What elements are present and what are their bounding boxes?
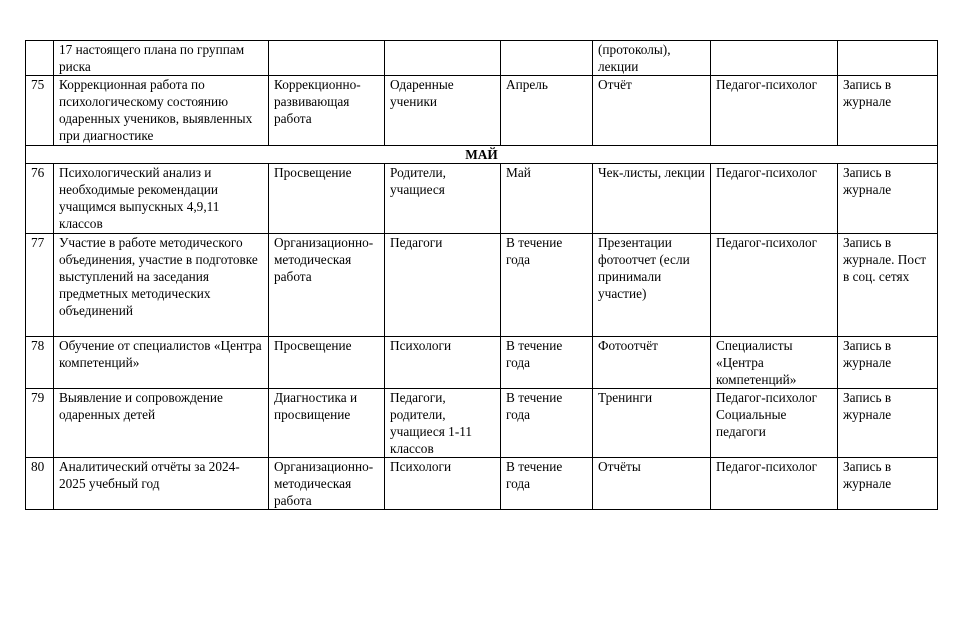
cell-responsible: Специалисты «Центра компетенций»: [711, 337, 838, 389]
cell-num: 80: [26, 458, 54, 510]
cell-form: Тренинги: [593, 389, 711, 458]
cell-task: 17 настоящего плана по группам риска: [54, 41, 269, 76]
cell-term: В течение года: [501, 389, 593, 458]
cell-audience: Психологи: [385, 458, 501, 510]
table-row: [26, 458, 938, 510]
cell-type: Диагностика и просвищение: [269, 389, 385, 458]
cell-report: [838, 41, 938, 76]
cell-responsible: Педагог-психолог: [711, 458, 838, 510]
month-row: [26, 146, 938, 164]
cell-audience: [385, 41, 501, 76]
cell-term: [501, 41, 593, 76]
table-row: [26, 76, 938, 146]
cell-type: Организационно-методическая работа: [269, 458, 385, 510]
cell-report: Запись в журнале: [838, 389, 938, 458]
cell-task: Аналитический отчёты за 2024-2025 учебный год: [54, 458, 269, 510]
cell-report: Запись в журнале: [838, 164, 938, 234]
cell-num: 75: [26, 76, 54, 146]
cell-num: 77: [26, 234, 54, 337]
cell-term: В течение года: [501, 337, 593, 389]
cell-form: (протоколы), лекции: [593, 41, 711, 76]
cell-report: Запись в журнале. Пост в соц. сетях: [838, 234, 938, 337]
cell-type: Просвещение: [269, 164, 385, 234]
cell-audience: Педагоги: [385, 234, 501, 337]
cell-task: Выявление и сопровождение одаренных детей: [54, 389, 269, 458]
cell-num: 78: [26, 337, 54, 389]
cell-task: Участие в работе методического объединения, участие в подготовке выступлений на заседания предметных методических объединений: [54, 234, 269, 337]
cell-task: Психологический анализ и необходимые рекомендации учащимся выпускных 4,9,11 классов: [54, 164, 269, 234]
cell-type: [269, 41, 385, 76]
cell-form: Фотоотчёт: [593, 337, 711, 389]
table-row: [26, 41, 938, 76]
cell-responsible: [711, 41, 838, 76]
cell-responsible: Педагог-психолог: [711, 234, 838, 337]
cell-report: Запись в журнале: [838, 76, 938, 146]
table-row: [26, 234, 938, 337]
cell-responsible: Педагог-психолог: [711, 164, 838, 234]
cell-responsible: Педагог-психолог: [711, 76, 838, 146]
cell-audience: Педагоги, родители, учащиеся 1-11 классов: [385, 389, 501, 458]
table-row: [26, 389, 938, 458]
cell-form: Отчёт: [593, 76, 711, 146]
cell-report: Запись в журнале: [838, 458, 938, 510]
cell-form: Отчёты: [593, 458, 711, 510]
cell-audience: Одаренные ученики: [385, 76, 501, 146]
cell-task: Обучение от специалистов «Центра компетенций»: [54, 337, 269, 389]
cell-term: В течение года: [501, 458, 593, 510]
plan-table: [25, 40, 938, 510]
cell-term: Май: [501, 164, 593, 234]
cell-report: Запись в журнале: [838, 337, 938, 389]
cell-num: 79: [26, 389, 54, 458]
cell-num: 76: [26, 164, 54, 234]
cell-term: В течение года: [501, 234, 593, 337]
table-row: [26, 164, 938, 234]
cell-form: Презентации фотоотчет (если принимали участие): [593, 234, 711, 337]
cell-num: [26, 41, 54, 76]
cell-term: Апрель: [501, 76, 593, 146]
cell-type: Коррекционно-развивающая работа: [269, 76, 385, 146]
month-heading: МАЙ: [26, 146, 938, 164]
cell-type: Организационно-методическая работа: [269, 234, 385, 337]
cell-type: Просвещение: [269, 337, 385, 389]
plan-table-body: [26, 41, 938, 510]
cell-responsible: Педагог-психолог Социальные педагоги: [711, 389, 838, 458]
cell-form: Чек-листы, лекции: [593, 164, 711, 234]
cell-audience: Психологи: [385, 337, 501, 389]
cell-audience: Родители, учащиеся: [385, 164, 501, 234]
cell-task: Коррекционная работа по психологическому состоянию одаренных учеников, выявленных при диагностике: [54, 76, 269, 146]
table-row: [26, 337, 938, 389]
